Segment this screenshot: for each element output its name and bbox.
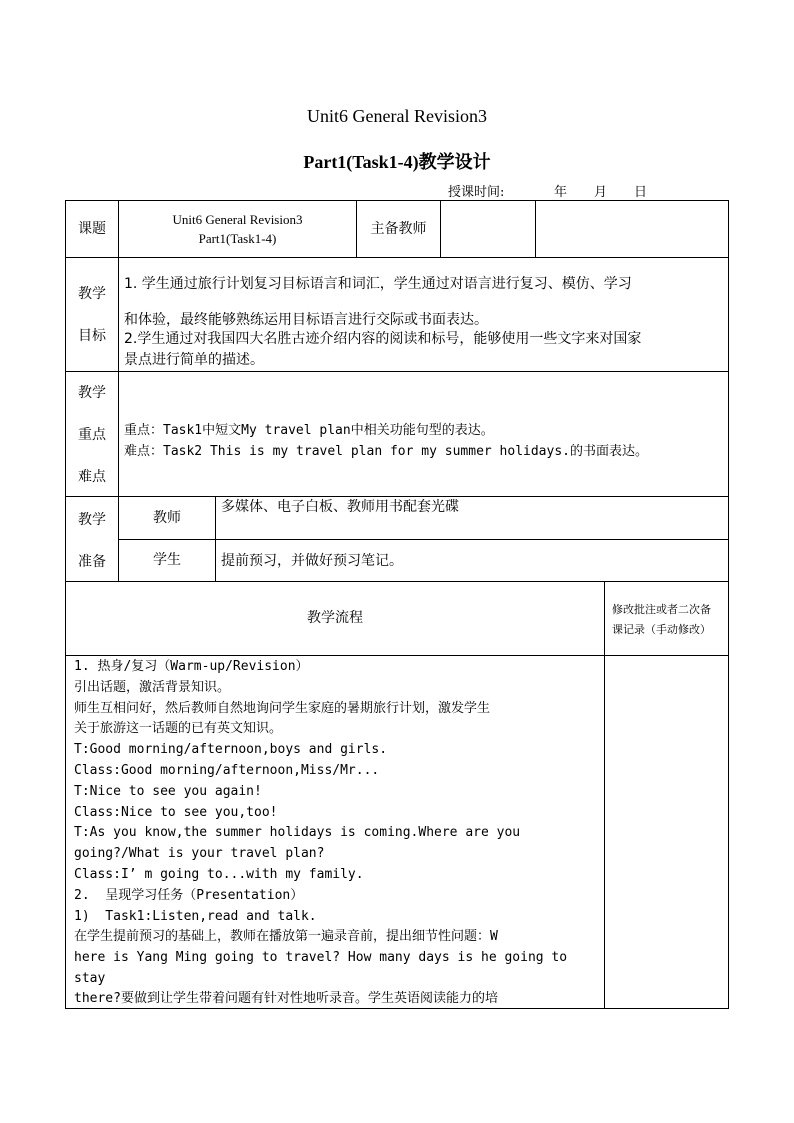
prep-teacher-label: 教师 xyxy=(153,509,181,526)
prep-label-top: 教学 xyxy=(78,512,106,528)
prep-student-label: 学生 xyxy=(153,552,181,569)
process-line: 关于旅游这一话题的已有英文知识。 xyxy=(74,721,283,736)
process-line: T:As you know,the summer holidays is coming.Where are you xyxy=(74,825,521,840)
process-line: 在学生提前预习的基础上，教师在播放第一遍录音前，提出细节性问题：W xyxy=(74,929,498,944)
course-title-line2: Part1(Task1-4) xyxy=(198,231,277,246)
key-label-2: 重点 xyxy=(78,427,106,443)
process-line: 1. 热身/复习（Warm-up/Revision） xyxy=(74,659,309,674)
document-title: Unit6 General Revision3 xyxy=(307,106,487,126)
flow-header: 教学流程 xyxy=(307,610,363,627)
process-line: Class:Good morning/afternoon,Miss/Mr... xyxy=(74,763,380,778)
process-line: Class:I’ m going to...with my family. xyxy=(74,867,364,882)
difficult-point: 难点：Task2 This is my travel plan for my summer holidays.的书面表达。 xyxy=(124,444,648,459)
prep-teacher-value: 多媒体、电子白板、教师用书配套光碟 xyxy=(221,499,459,515)
goal-1-line2: 和体验，最终能够熟练运用目标语言进行交际或书面表达。 xyxy=(124,312,488,328)
goal-2-line1: 2.学生通过对我国四大名胜古迹介绍内容的阅读和标号，能够使用一些文字来对国家 xyxy=(124,331,642,347)
process-line: T:Good morning/afternoon,boys and girls. xyxy=(74,742,388,757)
revision-notes-line2: 课记录（手动修改） xyxy=(612,623,711,636)
process-line: 1) Task1:Listen,read and talk. xyxy=(74,909,317,924)
process-line: going?/What is your travel plan? xyxy=(74,846,325,861)
course-title-cell xyxy=(119,201,356,257)
course-title-line1: Unit6 General Revision3 xyxy=(172,212,303,227)
goals-label-bottom: 目标 xyxy=(78,328,106,344)
date-month: 月 xyxy=(594,185,608,200)
goal-2-line2: 景点进行简单的描述。 xyxy=(124,352,264,368)
key-label-3: 难点 xyxy=(78,469,106,485)
process-line: here is Yang Ming going to travel? How many days is he going to xyxy=(74,950,568,965)
process-line: 师生互相问好，然后教师自然地询问学生家庭的暑期旅行计划，激发学生 xyxy=(74,701,491,716)
process-line: T:Nice to see you again! xyxy=(74,784,262,799)
course-extra-value xyxy=(536,201,728,257)
process-line: 2. 呈现学习任务（Presentation） xyxy=(74,888,304,903)
document-subtitle: Part1(Task1-4)教学设计 xyxy=(303,152,491,172)
key-point: 重点：Task1中短文My travel plan中相关功能句型的表达。 xyxy=(124,423,494,438)
goals-label-top: 教学 xyxy=(78,286,106,302)
revision-notes-header xyxy=(612,600,724,640)
prep-label-bottom: 准备 xyxy=(78,554,106,570)
date-label: 授课时间: xyxy=(448,185,505,200)
key-label-1: 教学 xyxy=(78,385,106,401)
prep-student-value: 提前预习，并做好预习笔记。 xyxy=(221,553,403,569)
goal-1-line1: 1. 学生通过旅行计划复习目标语言和词汇，学生通过对语言进行复习、模仿、学习 xyxy=(124,276,632,292)
process-line: Class:Nice to see you,too! xyxy=(74,805,278,820)
date-day: 日 xyxy=(634,185,648,200)
course-label: 课题 xyxy=(78,220,106,237)
process-line: stay xyxy=(74,971,106,986)
lead-teacher-label: 主备教师 xyxy=(370,220,427,237)
process-line: there?要做到让学生带着问题有针对性地听录音。学生英语阅读能力的培 xyxy=(74,991,498,1006)
process-line: 引出话题，激活背景知识。 xyxy=(74,680,231,695)
revision-notes-line1: 修改批注或者二次备 xyxy=(612,603,711,616)
lead-teacher-value xyxy=(441,201,535,257)
date-year: 年 xyxy=(554,185,568,200)
